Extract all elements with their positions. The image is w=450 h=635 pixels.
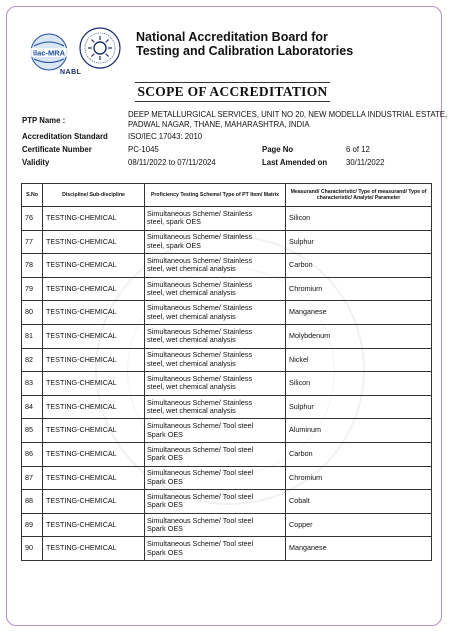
- table-row: [22, 537, 432, 561]
- cell-scheme: [145, 395, 286, 419]
- cell-measurand: Silicon: [286, 207, 432, 231]
- cell-discipline: TESTING-CHEMICAL: [43, 277, 145, 301]
- cell-scheme: [145, 490, 286, 514]
- header-discipline: Discipline/ Sub-discipline: [43, 184, 145, 207]
- scheme-line1: Simultaneous Scheme/ Tool steel: [147, 468, 254, 478]
- cell-discipline: TESTING-CHEMICAL: [43, 254, 145, 278]
- table-row: [22, 490, 432, 514]
- cell-sno: 79: [22, 277, 43, 301]
- cell-scheme: [145, 277, 286, 301]
- cell-scheme: [145, 207, 286, 231]
- cell-discipline: TESTING-CHEMICAL: [43, 230, 145, 254]
- cell-sno: 89: [22, 513, 43, 537]
- cell-measurand: Manganese: [286, 537, 432, 561]
- cell-scheme: [145, 348, 286, 372]
- scheme-line1: Simultaneous Scheme/ Tool steel: [147, 515, 254, 525]
- scheme-line2: steel, wet chemical analysis: [147, 288, 236, 298]
- cell-scheme: [145, 419, 286, 443]
- scope-title: SCOPE OF ACCREDITATION: [135, 82, 330, 102]
- cell-discipline: TESTING-CHEMICAL: [43, 395, 145, 419]
- scheme-line2: steel, wet chemical analysis: [147, 358, 236, 368]
- cell-measurand: Sulphur: [286, 230, 432, 254]
- cell-measurand: Nickel: [286, 348, 432, 372]
- cell-sno: 90: [22, 537, 43, 561]
- cell-measurand: Manganese: [286, 301, 432, 325]
- cell-scheme: [145, 442, 286, 466]
- ptp-name-line1: DEEP METALLURGICAL SERVICES, UNIT NO 20, NEW MODELLA INDUSTRIAL ESTATE,: [128, 110, 448, 119]
- cell-measurand: Carbon: [286, 442, 432, 466]
- cell-discipline: TESTING-CHEMICAL: [43, 324, 145, 348]
- cell-discipline: TESTING-CHEMICAL: [43, 513, 145, 537]
- scheme-line2: Spark OES: [147, 453, 183, 463]
- table-row: [22, 230, 432, 254]
- cell-sno: 87: [22, 466, 43, 490]
- ptp-name-line2: PADWAL NAGAR, THANE, MAHARASHTRA, INDIA: [128, 120, 310, 129]
- scheme-line2: steel, wet chemical analysis: [147, 311, 236, 321]
- certificate-label: Certificate Number: [22, 145, 92, 154]
- table-row: [22, 254, 432, 278]
- table-row: [22, 277, 432, 301]
- board-title: [136, 30, 353, 58]
- cell-measurand: Aluminum: [286, 419, 432, 443]
- validity-value: 08/11/2022 to 07/11/2024: [128, 158, 216, 167]
- cell-sno: 82: [22, 348, 43, 372]
- cell-discipline: TESTING-CHEMICAL: [43, 490, 145, 514]
- cell-discipline: TESTING-CHEMICAL: [43, 348, 145, 372]
- scheme-line1: Simultaneous Scheme/ Tool steel: [147, 444, 254, 454]
- cell-sno: 83: [22, 372, 43, 396]
- scheme-line2: Spark OES: [147, 547, 183, 557]
- scheme-line2: steel, wet chemical analysis: [147, 335, 236, 345]
- nabl-label: NABL: [60, 69, 82, 76]
- cell-scheme: [145, 254, 286, 278]
- scheme-line1: Simultaneous Scheme/ Stainless: [147, 326, 253, 336]
- scheme-line2: steel, wet chemical analysis: [147, 406, 236, 416]
- table-row: [22, 419, 432, 443]
- cell-scheme: [145, 230, 286, 254]
- ptp-name-label: PTP Name :: [22, 116, 66, 125]
- cell-sno: 84: [22, 395, 43, 419]
- cell-measurand: Molybdenum: [286, 324, 432, 348]
- amended-label: Last Amended on: [262, 158, 328, 167]
- scheme-line1: Simultaneous Scheme/ Stainless: [147, 232, 253, 242]
- scheme-line2: steel, spark OES: [147, 217, 201, 227]
- scheme-line2: steel, spark OES: [147, 240, 201, 250]
- cell-measurand: Cobalt: [286, 490, 432, 514]
- scheme-line1: Simultaneous Scheme/ Stainless: [147, 208, 253, 218]
- table-row: [22, 513, 432, 537]
- cell-sno: 88: [22, 490, 43, 514]
- cell-scheme: [145, 513, 286, 537]
- cell-sno: 76: [22, 207, 43, 231]
- table-row: [22, 372, 432, 396]
- page-value: 6 of 12: [346, 145, 370, 154]
- cell-scheme: [145, 324, 286, 348]
- cell-discipline: TESTING-CHEMICAL: [43, 301, 145, 325]
- scheme-line1: Simultaneous Scheme/ Stainless: [147, 397, 253, 407]
- cell-scheme: [145, 537, 286, 561]
- table-row: [22, 395, 432, 419]
- certificate-value: PC-1045: [128, 145, 159, 154]
- scope-table: [21, 183, 432, 561]
- validity-label: Validity: [22, 158, 50, 167]
- scheme-line2: Spark OES: [147, 429, 183, 439]
- cell-measurand: Sulphur: [286, 395, 432, 419]
- cell-discipline: TESTING-CHEMICAL: [43, 419, 145, 443]
- cell-sno: 85: [22, 419, 43, 443]
- ilac-mra-label: ilac-MRA: [32, 48, 66, 58]
- ptp-name-value: [128, 110, 447, 130]
- amended-value: 30/11/2022: [346, 158, 385, 167]
- scheme-line1: Simultaneous Scheme/ Tool steel: [147, 421, 254, 431]
- table-body: [22, 207, 432, 561]
- cell-scheme: [145, 466, 286, 490]
- header-sno: S.No: [22, 184, 43, 207]
- scheme-line1: Simultaneous Scheme/ Stainless: [147, 303, 253, 313]
- cell-measurand: Copper: [286, 513, 432, 537]
- table-row: [22, 207, 432, 231]
- table-header-row: [22, 184, 432, 207]
- scheme-line2: Spark OES: [147, 524, 183, 534]
- scheme-line2: Spark OES: [147, 500, 183, 510]
- cell-discipline: TESTING-CHEMICAL: [43, 537, 145, 561]
- board-title-line1: National Accreditation Board for: [136, 30, 328, 44]
- header-scheme: Proficiency Testing Scheme/ Type of PT Item/ Matrix: [145, 184, 286, 207]
- scheme-line1: Simultaneous Scheme/ Tool steel: [147, 491, 254, 501]
- scheme-line2: Spark OES: [147, 476, 183, 486]
- board-title-line2: Testing and Calibration Laboratories: [136, 44, 354, 58]
- scheme-line1: Simultaneous Scheme/ Tool steel: [147, 539, 254, 549]
- scheme-line1: Simultaneous Scheme/ Stainless: [147, 255, 253, 265]
- cell-scheme: [145, 301, 286, 325]
- cell-scheme: [145, 372, 286, 396]
- cell-sno: 81: [22, 324, 43, 348]
- scheme-line1: Simultaneous Scheme/ Stainless: [147, 279, 253, 289]
- page-label: Page No: [262, 145, 294, 154]
- scheme-line1: Simultaneous Scheme/ Stainless: [147, 350, 253, 360]
- nabl-emblem-icon: [78, 26, 122, 80]
- table-row: [22, 466, 432, 490]
- cell-sno: 78: [22, 254, 43, 278]
- table-row: [22, 324, 432, 348]
- cell-measurand: Chromium: [286, 466, 432, 490]
- cell-discipline: TESTING-CHEMICAL: [43, 372, 145, 396]
- standard-label: Accreditation Standard: [22, 132, 108, 141]
- ilac-mra-logo-icon: [26, 32, 72, 72]
- cell-measurand: Carbon: [286, 254, 432, 278]
- standard-value: ISO/IEC 17043: 2010: [128, 132, 203, 141]
- cell-sno: 86: [22, 442, 43, 466]
- table-row: [22, 301, 432, 325]
- scheme-line2: steel, wet chemical analysis: [147, 264, 236, 274]
- table-row: [22, 442, 432, 466]
- cell-sno: 77: [22, 230, 43, 254]
- cell-measurand: Chromium: [286, 277, 432, 301]
- header-measurand: Measurand/ Characteristic/ Type of measurand/ Type of characteristic/ Analyte/ Parameter: [286, 184, 432, 207]
- scheme-line1: Simultaneous Scheme/ Stainless: [147, 373, 253, 383]
- cell-discipline: TESTING-CHEMICAL: [43, 207, 145, 231]
- cell-sno: 80: [22, 301, 43, 325]
- cell-discipline: TESTING-CHEMICAL: [43, 442, 145, 466]
- scheme-line2: steel, wet chemical analysis: [147, 382, 236, 392]
- cell-measurand: Silicon: [286, 372, 432, 396]
- cell-discipline: TESTING-CHEMICAL: [43, 466, 145, 490]
- table-row: [22, 348, 432, 372]
